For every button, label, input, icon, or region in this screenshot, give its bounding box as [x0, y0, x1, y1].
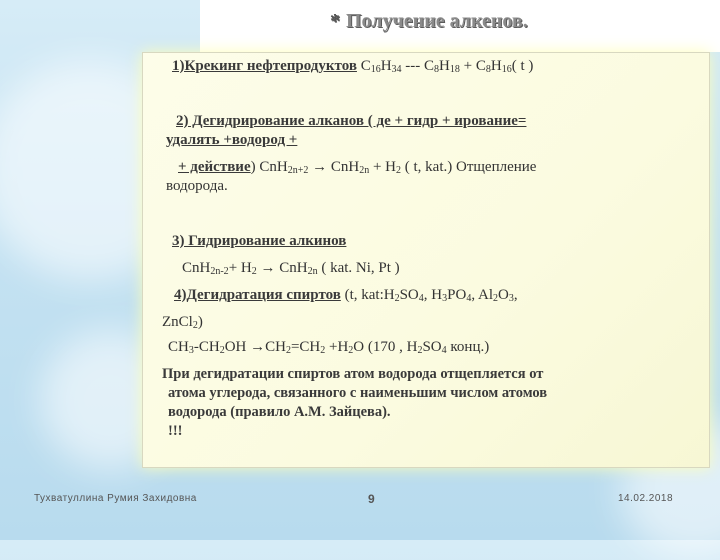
rule-text: водорода (правило А.М. Зайцева). [168, 404, 391, 420]
title-text: Получение алкенов. [346, 10, 528, 32]
rule-text: При дегидратации спиртов атом водорода отщепляется от [162, 366, 544, 382]
line-dehydration-formula: $CH_3-CH_2OH \to CH_2=CH_2 +H_2O$ (170 , $H_2SO_4$ конц.) [168, 339, 490, 356]
line-dehydrogenation: 2) Дегидрирование алканов ( де + гидр + ирование= [176, 113, 527, 129]
line-cracking: 1)Крекинг нефтепродуктов $C_{16}H_{34}$ --- $C_8H_{18} + C_8H_{16}$( t ) [172, 58, 534, 75]
line-hydrogen: водорода. [166, 178, 228, 194]
star-icon: * [330, 10, 340, 32]
footer-date: 14.02.2018 [618, 493, 674, 504]
line-zncl2: ZnCl$_2$) [162, 314, 203, 331]
slide-title [330, 10, 528, 33]
line-hydrogenation: 3) Гидрирование алкинов [172, 233, 347, 249]
exclamation-text: !!! [168, 423, 183, 439]
rule-text: атома углерода, связанного с наименьшим числом атомов [168, 385, 548, 401]
line-dehydrogenation-cont: удалять +водород + [166, 132, 298, 148]
footer-author: Тухватуллина Румия Захидовна [34, 493, 197, 504]
line-hydrogenation-formula: $CnH_{2n-2}+ H_2 \to CnH_{2n}$ ( kat. Ni, Pt ) [182, 260, 400, 277]
line-dehydrogenation-formula: + действие) $CnH_{2n+2} \to CnH_{2n} + H_2$ ( t, kat.) Отщепление [178, 159, 537, 176]
line-dehydration: 4)Дегидратация спиртов (t, $kat:H_2SO_4$, $H_3PO_4$, $Al_2O_3$, [174, 287, 518, 304]
footer-page-number: 9 [368, 492, 376, 506]
